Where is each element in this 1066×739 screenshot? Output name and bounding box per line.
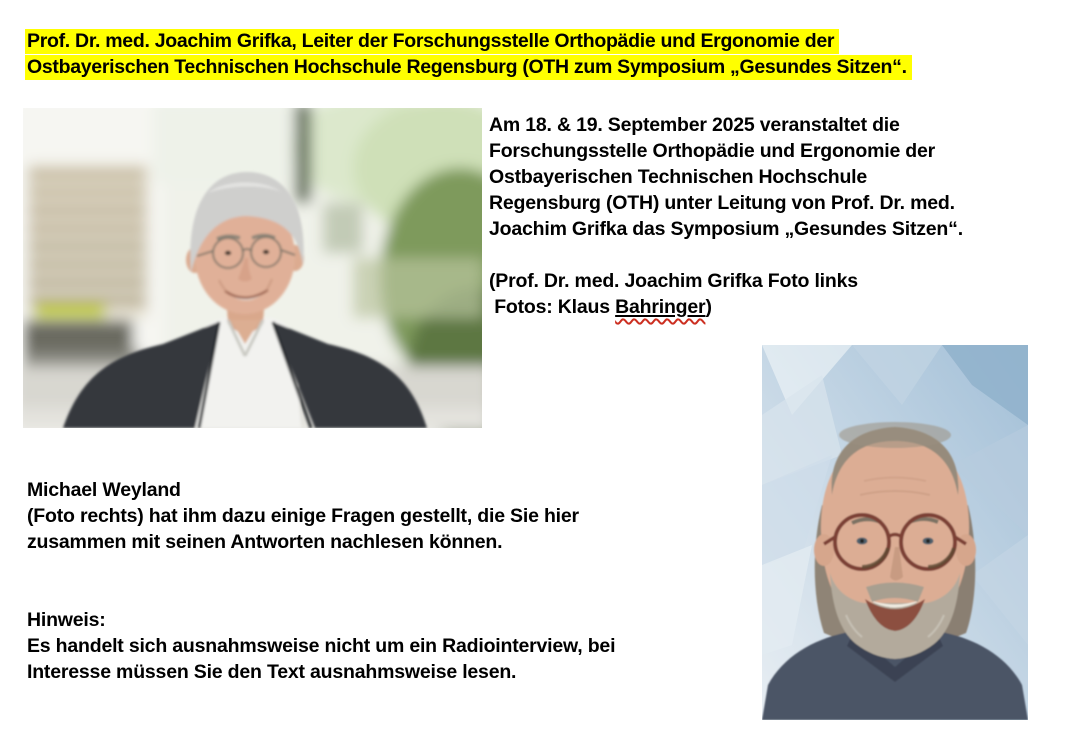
portrait-photo-grifka bbox=[23, 108, 482, 428]
intro-line: Ostbayerischen Technischen Hochschule bbox=[489, 166, 868, 188]
headline-row bbox=[25, 29, 912, 55]
photographer-name bbox=[615, 296, 705, 318]
intro-line: Am 18. & 19. September 2025 veranstaltet die bbox=[489, 114, 900, 136]
weyland-line: zusammen mit seinen Antworten nachlesen können. bbox=[27, 531, 503, 553]
hinweis-line: Es handelt sich ausnahmsweise nicht um ein Radiointerview, bei bbox=[27, 635, 616, 657]
hinweis-line: Hinweis: bbox=[27, 609, 106, 631]
headline-line-1: Prof. Dr. med. Joachim Grifka, Leiter der Forschungsstelle Orthopädie und Ergonomie der bbox=[25, 29, 839, 54]
misspelled-word: Bahringer bbox=[615, 296, 706, 318]
intro-line: Regensburg (OTH) unter Leitung von Prof. Dr. med. bbox=[489, 192, 955, 214]
headline-line-2: Ostbayerischen Technischen Hochschule Regensburg (OTH zum Symposium „Gesundes Sitzen“. bbox=[25, 55, 912, 80]
caption-credit-text: Fotos: Klaus bbox=[489, 296, 616, 318]
photo-credit-caption bbox=[489, 268, 858, 320]
grifka-photo-illustration bbox=[23, 108, 482, 428]
intro-line: Joachim Grifka das Symposium „Gesundes Sitzen“. bbox=[489, 218, 963, 240]
weyland-photo-illustration bbox=[762, 345, 1028, 720]
headline-row bbox=[25, 55, 912, 81]
portrait-photo-weyland bbox=[762, 345, 1028, 720]
intro-paragraph bbox=[489, 112, 963, 242]
caption-line-2 bbox=[489, 294, 858, 320]
weyland-line: (Foto rechts) hat ihm dazu einige Fragen gestellt, die Sie hier bbox=[27, 505, 579, 527]
weyland-line: Michael Weyland bbox=[27, 479, 181, 501]
interviewer-paragraph bbox=[27, 477, 579, 555]
headline bbox=[25, 29, 912, 81]
note-paragraph bbox=[27, 607, 615, 685]
caption-line-1: (Prof. Dr. med. Joachim Grifka Foto links bbox=[489, 270, 858, 292]
caption-close-paren: ) bbox=[705, 296, 712, 318]
hinweis-line: Interesse müssen Sie den Text ausnahmsweise lesen. bbox=[27, 661, 517, 683]
intro-line: Forschungsstelle Orthopädie und Ergonomie der bbox=[489, 140, 936, 162]
